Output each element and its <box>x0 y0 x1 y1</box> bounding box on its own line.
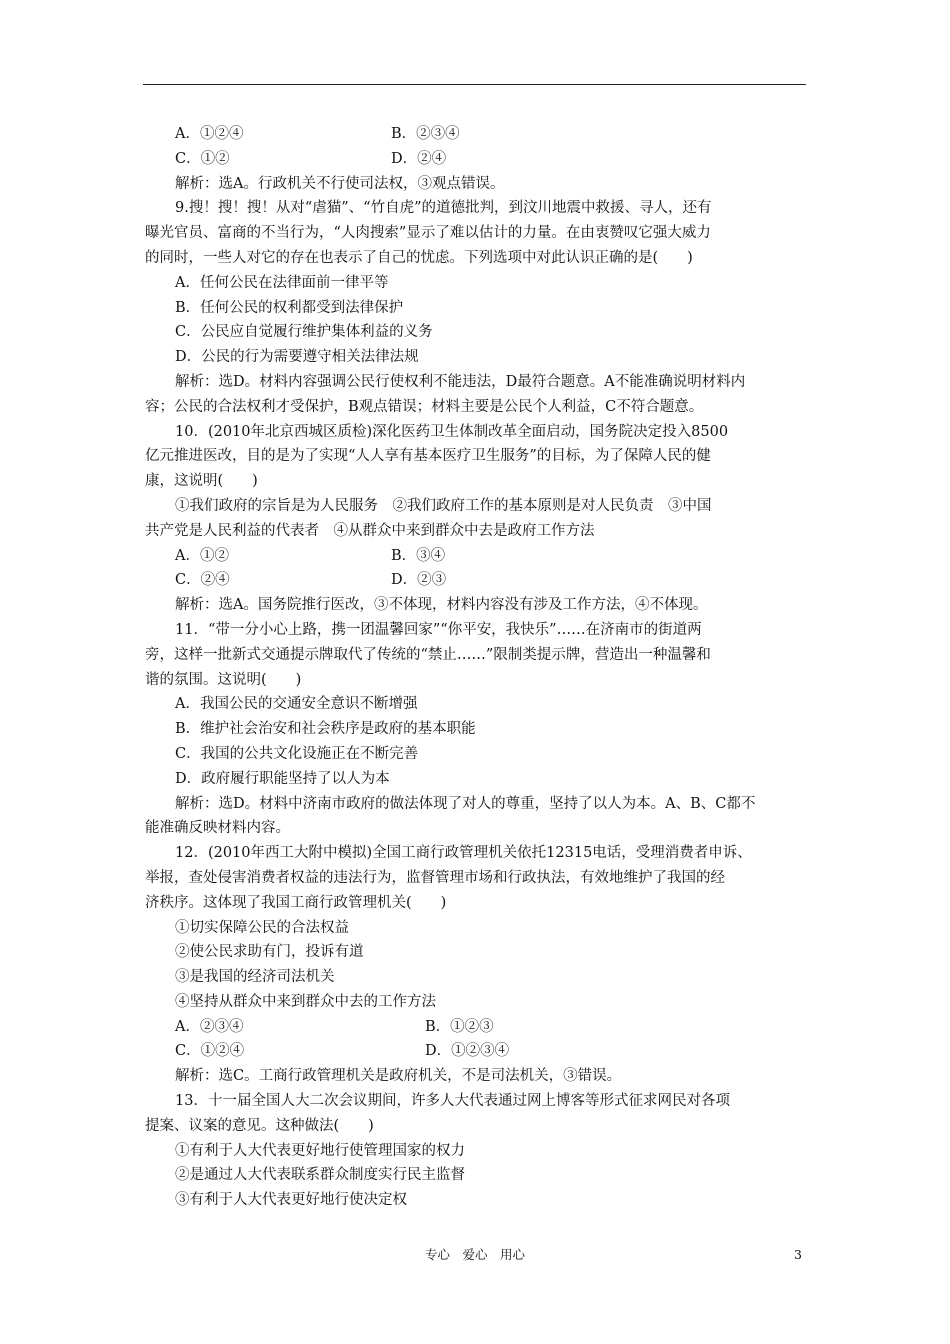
option-left: C．①②④ <box>175 1043 245 1060</box>
text-line: 提案、议案的意见。这种做法( ) <box>145 1117 374 1134</box>
text-line: 解析：选C。工商行政管理机关是政府机关，不是司法机关，③错误。 <box>175 1068 622 1085</box>
text-line: 解析：选D。材料中济南市政府的做法体现了对人的尊重，坚持了以人为本。A、B、C都不 <box>175 795 756 812</box>
option-right: D．②③ <box>391 572 447 589</box>
option-left: A．①② <box>175 547 229 564</box>
text-line: C．我国的公共文化设施正在不断完善 <box>175 745 419 762</box>
text-line: 10．(2010年北京西城区质检)深化医药卫生体制改革全面启动，国务院决定投入8500 <box>175 423 729 440</box>
text-line: 康，这说明( ) <box>145 473 258 490</box>
text-line: D．政府履行职能坚持了以人为本 <box>175 770 390 787</box>
option-row <box>145 122 810 147</box>
text-line: 举报，查处侵害消费者权益的违法行为，监督管理市场和行政执法，有效地维护了我国的经 <box>145 869 725 886</box>
text-line: ④坚持从群众中来到群众中去的工作方法 <box>175 993 436 1010</box>
text-line: 解析：选A。国务院推行医改，③不体现，材料内容没有涉及工作方法，④不体现。 <box>175 597 708 614</box>
text-line: 共产党是人民利益的代表者 ④从群众中来到群众中去是政府工作方法 <box>145 522 595 539</box>
text-line: ①我们政府的宗旨是为人民服务 ②我们政府工作的基本原则是对人民负责 ③中国 <box>175 497 712 514</box>
text-line: ②是通过人大代表联系群众制度实行民主监督 <box>175 1167 465 1184</box>
text-line: C．公民应自觉履行维护集体利益的义务 <box>175 324 433 341</box>
option-right: B．②③④ <box>391 126 460 142</box>
text-line: 解析：选A。行政机关不行使司法权，③观点错误。 <box>175 175 505 192</box>
option-row <box>145 544 810 569</box>
text-line: 谐的氛围。这说明( ) <box>145 671 302 688</box>
option-right: B．③④ <box>391 547 446 564</box>
option-right: D．①②③④ <box>425 1043 510 1060</box>
text-line: D．公民的行为需要遵守相关法律法规 <box>175 349 419 366</box>
text-line: A．任何公民在法律面前一律平等 <box>175 274 389 291</box>
option-row <box>145 568 810 593</box>
text-line: 亿元推进医改，目的是为了实现“人人享有基本医疗卫生服务”的目标，为了保障人民的健 <box>145 448 711 465</box>
text-line: 13．十一届全国人大二次会议期间，许多人大代表通过网上博客等形式征求网民对各项 <box>175 1093 730 1110</box>
document-body <box>145 122 810 1213</box>
footer-slogan: 专心 爱心 用心 <box>424 1247 525 1262</box>
header-rule <box>143 84 806 85</box>
text-line: ③有利于人大代表更好地行使决定权 <box>175 1192 407 1209</box>
text-line: 的同时，一些人对它的存在也表示了自己的忧虑。下列选项中对此认识正确的是( ) <box>145 249 693 266</box>
text-line: 济秩序。这体现了我国工商行政管理机关( ) <box>145 894 447 911</box>
option-row <box>145 1015 810 1040</box>
text-line: ①切实保障公民的合法权益 <box>175 919 349 936</box>
text-line: ③是我国的经济司法机关 <box>175 969 335 986</box>
text-line: 曝光官员、富商的不当行为，“人肉搜索”显示了难以估计的力量。在由衷赞叹它强大威力 <box>145 225 711 242</box>
page-number: 3 <box>794 1247 802 1262</box>
text-line: ②使公民求助有门，投诉有道 <box>175 944 364 961</box>
option-row <box>145 1039 810 1064</box>
option-left: C．②④ <box>175 572 230 589</box>
option-left: A．②③④ <box>175 1018 244 1035</box>
option-row <box>145 147 810 172</box>
text-line: 11．“带一分小心上路，携一团温馨回家”“你平安，我快乐”……在济南市的街道两 <box>175 621 702 638</box>
text-line: 解析：选D。材料内容强调公民行使权利不能违法，D最符合题意。A不能准确说明材料内 <box>175 373 746 390</box>
option-left: C．①② <box>175 150 230 167</box>
text-line: B．任何公民的权利都受到法律保护 <box>175 299 404 316</box>
text-line: A．我国公民的交通安全意识不断增强 <box>175 696 418 713</box>
option-right: D．②④ <box>391 150 447 167</box>
text-line: B．维护社会治安和社会秩序是政府的基本职能 <box>175 721 476 738</box>
text-line: 12．(2010年西工大附中模拟)全国工商行政管理机关依托12315电话，受理消费者申诉、 <box>175 845 752 862</box>
text-line: 9.搜！搜！搜！从对“虐猫”、“竹自虎”的道德批判，到汶川地震中救援、寻人，还有 <box>175 200 712 217</box>
text-line: 容；公民的合法权利才受保护，B观点错误；材料主要是公民个人利益，C不符合题意。 <box>145 398 704 415</box>
text-line: ①有利于人大代表更好地行使管理国家的权力 <box>175 1142 465 1159</box>
option-right: B．①②③ <box>425 1018 494 1035</box>
text-line: 旁，这样一批新式交通提示牌取代了传统的“禁止……”限制类提示牌，营造出一种温馨和 <box>145 646 711 663</box>
option-left: A．①②④ <box>175 126 244 142</box>
text-line: 能准确反映材料内容。 <box>145 820 290 837</box>
